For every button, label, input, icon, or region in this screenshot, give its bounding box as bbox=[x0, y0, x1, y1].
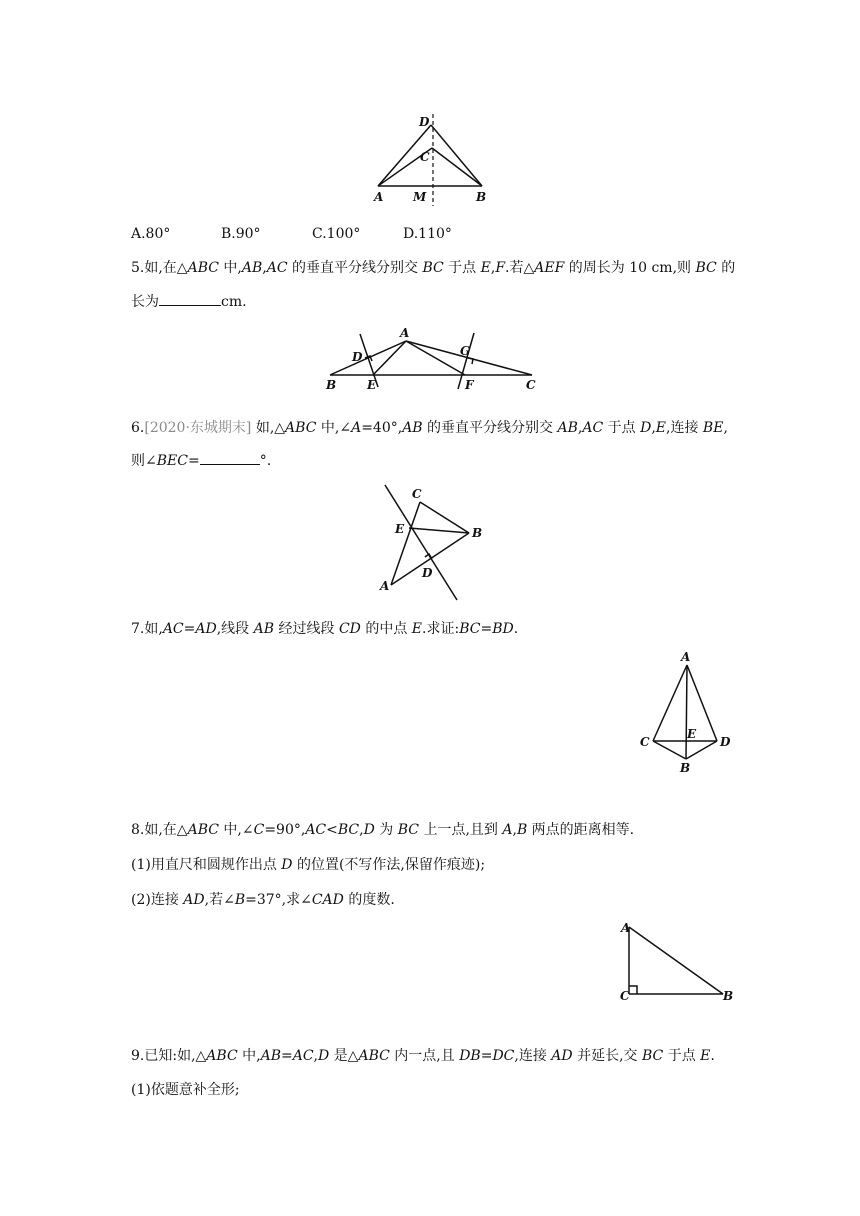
fig6-segment-ca bbox=[391, 502, 420, 585]
fig6-label-e: E bbox=[395, 522, 405, 536]
fig5-right-angle-g bbox=[468, 358, 473, 364]
fig7-label-d: D bbox=[720, 735, 731, 749]
q7-text-line1: 7.如,AC=AD,线段 AB 经过线段 CD 的中点 E.求证:BC=BD. bbox=[131, 621, 519, 637]
q8-text-line1: 8.如,在△ABC 中,∠C=90°,AC<BC,D 为 BC 上一点,且到 A,B 两点的距离相等. bbox=[131, 822, 635, 838]
fig8-label-b: B bbox=[723, 989, 734, 1003]
fig4-label-c: C bbox=[420, 150, 430, 164]
figure-q6 bbox=[375, 480, 490, 605]
fig5-label-a: A bbox=[400, 326, 410, 340]
fig8-segment-ab bbox=[629, 927, 723, 994]
fig6-segment-cb bbox=[420, 502, 469, 533]
fig4-label-m: M bbox=[413, 190, 427, 204]
fig8-label-c: C bbox=[620, 989, 630, 1003]
q4-option-c: C.100° bbox=[312, 226, 361, 242]
answer-blank bbox=[200, 452, 260, 465]
fig5-label-e: E bbox=[367, 378, 377, 392]
fig7-label-e: E bbox=[687, 727, 697, 741]
fig4-label-b: B bbox=[476, 190, 487, 204]
fig6-segment-eb bbox=[409, 528, 469, 533]
fig8-label-a: A bbox=[621, 921, 631, 935]
fig4-segment-cb bbox=[432, 148, 482, 186]
figure-q7 bbox=[635, 645, 735, 775]
q6-text-line2: 则∠BEC= °. bbox=[131, 453, 272, 469]
answer-blank bbox=[159, 293, 221, 306]
fig5-label-c: C bbox=[526, 378, 536, 392]
q9-text-line2: (1)依题意补全形; bbox=[131, 1082, 240, 1098]
fig7-segment-db bbox=[686, 741, 717, 759]
figure-q8 bbox=[615, 918, 740, 1008]
q8-text-line3: (2)连接 AD,若∠B=37°,求∠CAD 的度数. bbox=[131, 892, 395, 908]
fig7-label-b: B bbox=[680, 761, 691, 775]
figure-q5 bbox=[322, 325, 544, 393]
fig6-label-a: A bbox=[380, 579, 390, 593]
figure-q4 bbox=[370, 110, 500, 210]
fig7-label-c: C bbox=[640, 735, 650, 749]
q6-text-line1: 6.[2020·东城期末] 如,△ABC 中,∠A=40°,AB 的垂直平分线分别交 AB,AC 于点 D,E,连接 BE, bbox=[131, 420, 728, 436]
q5-text-line2: 长为 cm. bbox=[131, 294, 247, 310]
q8-text-line2: (1)用直尺和圆规作出点 D 的位置(不写作法,保留作痕迹); bbox=[131, 857, 486, 873]
fig5-segment-ae bbox=[373, 341, 406, 375]
fig6-label-c: C bbox=[412, 487, 422, 501]
fig4-label-d: D bbox=[419, 115, 430, 129]
fig5-label-b: B bbox=[326, 378, 337, 392]
fig5-label-g: G bbox=[460, 344, 471, 358]
fig6-label-d: D bbox=[422, 566, 433, 580]
fig7-label-a: A bbox=[681, 650, 691, 664]
q9-text-line1: 9.已知:如,△ABC 中,AB=AC,D 是△ABC 内一点,且 DB=DC,连接 AD 并延长,交 BC 于点 E. bbox=[131, 1048, 715, 1064]
fig8-right-angle-c bbox=[629, 986, 637, 994]
source-tag: [2020·东城期末] bbox=[144, 420, 252, 436]
fig4-segment-db bbox=[431, 125, 482, 186]
q4-option-b: B.90° bbox=[221, 226, 261, 242]
fig6-label-b: B bbox=[472, 526, 483, 540]
fig4-label-a: A bbox=[374, 190, 384, 204]
fig7-segment-cb bbox=[653, 741, 686, 759]
fig5-label-f: F bbox=[465, 378, 474, 392]
fig6-right-angle-d bbox=[425, 554, 432, 559]
fig5-label-d: D bbox=[352, 350, 363, 364]
fig7-segment-ab bbox=[686, 665, 687, 759]
q5-text-line1: 5.如,在△ABC 中,AB,AC 的垂直平分线分别交 BC 于点 E,F.若△AEF 的周长为 10 cm,则 BC 的 bbox=[131, 260, 736, 276]
fig5-segment-af bbox=[406, 341, 465, 375]
q4-option-a: A.80° bbox=[131, 226, 171, 242]
q4-option-d: D.110° bbox=[403, 226, 452, 242]
fig7-segment-ac bbox=[653, 665, 687, 741]
